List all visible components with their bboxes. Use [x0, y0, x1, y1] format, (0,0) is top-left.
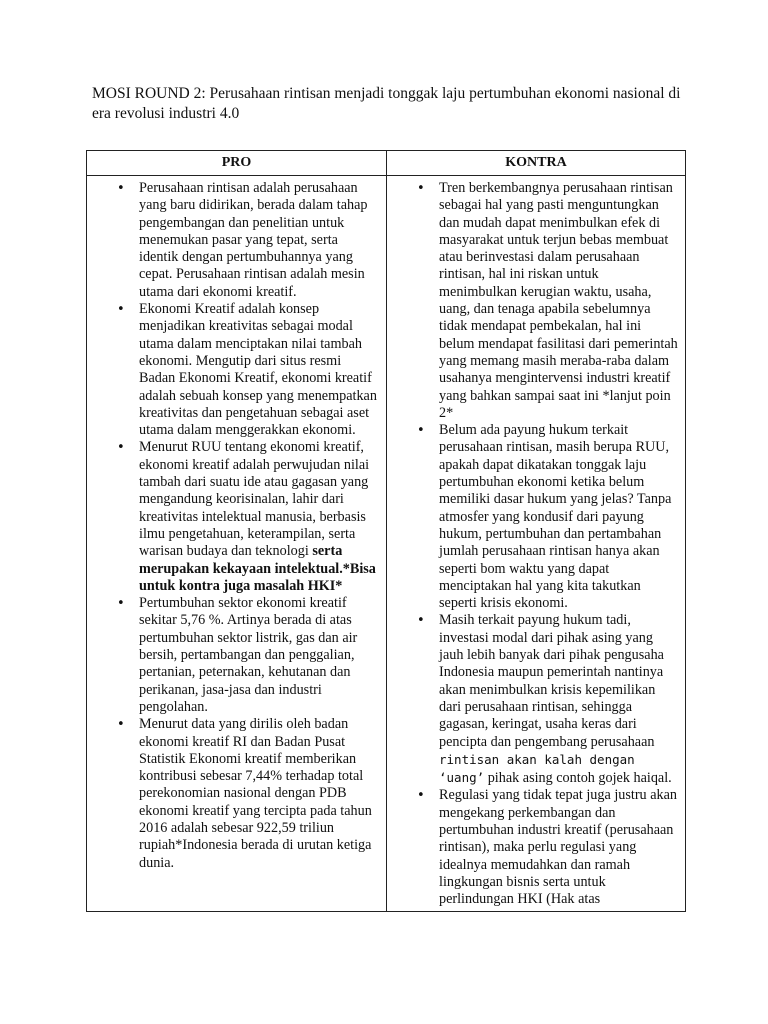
list-item-text: Ekonomi Kreatif adalah konsep menjadikan kreativitas sebagai modal utama dalam menciptakan nilai tambah ekonomi. Mengutip dari situs resmi Badan Ekonomi Kreatif, ekonomi kreatif adalah sebuah konsep yang menempatkan kreativitas dan pengetahuan sebagai aset utama dalam menggerakkan ekonomi.	[139, 301, 377, 439]
list-item-text: Belum ada payung hukum terkait perusahaan rintisan, masih berupa RUU, apakah dapat dikatakan tonggak laju pertumbuhan ekonomi ketika belum memiliki dasar hukum yang jelas? Tanpa atmosfer yang kondusif dari payung hukum, pertumbuhan dan pertambahan jumlah perusahaan rintisan hanya akan seperti bom waktu yang dapat menciptakan hal yang kita takutkan seperti krisis ekonomi.	[439, 422, 672, 612]
table-header-row	[87, 151, 686, 176]
list-item-text-after: pihak asing contoh gojek haiqal.	[484, 770, 672, 787]
list-item-text: Perusahaan rintisan adalah perusahaan yang baru didirikan, berada dalam tahap pengembangan dan penelitian untuk menemukan pasar yang tepat, serta identik dengan pertumbuhannya yang cepat. Perusahaan rintisan adalah mesin utama dari ekonomi kreatif.	[139, 180, 368, 300]
list-item	[87, 301, 380, 439]
list-item	[87, 439, 380, 595]
kontra-cell	[387, 176, 686, 912]
list-item-text: Pertumbuhan sektor ekonomi kreatif sekitar 5,76 %. Artinya berada di atas pertumbuhan sektor listrik, gas dan air bersih, pertambangan dan penggalian, pertanian, peternakan, kehutanan dan perikanan, jasa-jasa dan industri pengolahan.	[139, 595, 358, 715]
list-item	[387, 612, 679, 787]
list-item	[387, 422, 679, 612]
pro-list	[87, 180, 380, 872]
list-item-bold-text: serta merupakan kekayaan intelektual.*Bisa untuk kontra juga masalah HKI*	[139, 543, 376, 594]
list-item	[387, 787, 679, 908]
list-item	[87, 716, 380, 872]
kontra-list	[387, 180, 679, 908]
list-item-text: Masih terkait payung hukum tadi, investasi modal dari pihak asing yang jauh lebih banyak dari pihak pengusaha Indonesia maupun pemerintah nantinya akan menimbulkan krisis kepemilikan dari perusahaan rintisan, sehingga gagasan, keringat, usaha keras dari pencipta dan pengembang perusahaan	[439, 612, 664, 750]
table-row	[87, 176, 686, 912]
list-item-text: Tren berkembangnya perusahaan rintisan sebagai hal yang pasti menguntungkan dan mudah dapat menimbulkan efek di masyarakat untuk terjun bebas membuat atau berinvestasi dalam perusahaan rintisan, hal ini riskan untuk menimbulkan kerugian waktu, usaha, uang, dan tenaga apabila sebelumnya tidak mendapat pembekalan, hal ini belum mendapat fasilitasi dari pemerintah yang memang masih meraba-raba dalam usahanya mengintervensi industri kreatif yang bahkan sampai saat ini *lanjut poin 2*	[439, 180, 678, 421]
list-item-text: Menurut data yang dirilis oleh badan ekonomi kreatif RI dan Badan Pusat Statistik Ekonomi kreatif memberikan kontribusi sebesar 7,44% terhadap total perekonomian nasional dengan PDB ekonomi kreatif yang tercipta pada tahun 2016 adalah sebesar 922,59 triliun rupiah*Indonesia berada di urutan ketiga dunia.	[139, 716, 372, 871]
list-item-text: Menurut RUU tentang ekonomi kreatif, ekonomi kreatif adalah perwujudan nilai tambah dari suatu ide atau gagasan yang mengandung keorisinalan, lahir dari kreativitas intelektual manusia, berbasis ilmu pengetahuan, keterampilan, serta warisan budaya dan teknologi	[139, 439, 370, 560]
list-item-mono-text: rintisan akan kalah dengan ‘uang’	[439, 751, 635, 786]
page-title: MOSI ROUND 2: Perusahaan rintisan menjadi tonggak laju pertumbuhan ekonomi nasional di era revolusi industri 4.0	[92, 85, 681, 122]
header-pro: PRO	[87, 151, 387, 176]
header-kontra: KONTRA	[387, 151, 686, 176]
pro-cell	[87, 176, 387, 912]
debate-table	[86, 150, 686, 912]
list-item-text: Regulasi yang tidak tepat juga justru akan mengekang perkembangan dan pertumbuhan industri kreatif (perusahaan rintisan), maka perlu regulasi yang idealnya memudahkan dan ramah lingkungan bisnis serta untuk perlindungan HKI (Hak atas	[439, 787, 677, 908]
list-item	[87, 180, 380, 301]
list-item	[87, 595, 380, 716]
list-item	[387, 180, 679, 422]
